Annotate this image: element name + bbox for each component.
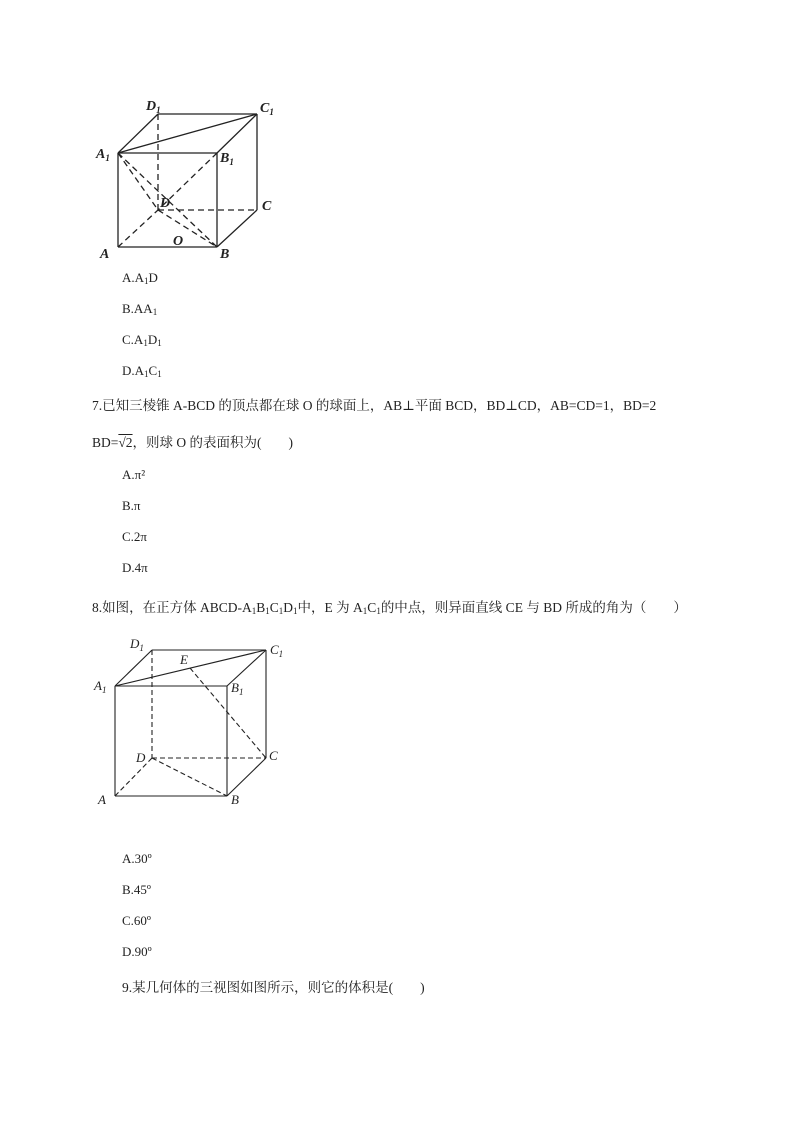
label-a1: $A_1$	[94, 678, 107, 695]
edge-db	[158, 210, 217, 247]
q7-option-c[interactable]: C.2π	[122, 529, 147, 544]
sqrt-two: √2	[118, 435, 133, 450]
q7-option-b[interactable]: B.π	[122, 498, 141, 513]
question-7-line-2: BD=√2，则球 O 的表面积为( )	[92, 435, 294, 450]
edge-bc	[217, 210, 257, 247]
label-c: C	[269, 748, 278, 763]
q7-option-a[interactable]: A.π²	[122, 467, 146, 482]
q7-option-d[interactable]: D.4π	[122, 560, 148, 575]
question-9: 9.某几何体的三视图如图所示，则它的体积是( )	[122, 980, 425, 995]
label-b1: $B_1$	[231, 680, 244, 697]
q8-option-c[interactable]: C.60º	[122, 913, 151, 928]
edge-a1d1	[115, 650, 152, 686]
label-c: C	[262, 199, 272, 214]
option-b[interactable]: $B.AA_1$	[122, 301, 158, 317]
label-d: D	[160, 196, 171, 211]
q8-option-b[interactable]: B.45º	[122, 882, 151, 897]
option-a[interactable]: $A.A_1D$	[122, 270, 158, 286]
label-e: E	[180, 652, 188, 667]
cube-figure-1	[90, 90, 290, 270]
edge-ad	[118, 210, 158, 247]
label-a: A	[98, 792, 106, 807]
label-a: A	[100, 247, 110, 262]
edge-a1d	[118, 153, 158, 210]
label-o: O	[173, 234, 184, 249]
edge-db	[152, 758, 227, 796]
label-c1: $C_1$	[260, 101, 274, 117]
option-c[interactable]: $C.A_1D_1$	[122, 332, 162, 348]
label-a1: $A_1$	[96, 147, 110, 163]
q8-option-a[interactable]: A.30º	[122, 851, 152, 866]
label-b: B	[220, 247, 230, 262]
edge-ad	[115, 758, 152, 796]
label-d1: $D_1$	[130, 636, 144, 653]
edge-bc	[227, 758, 266, 796]
option-d[interactable]: $D.A_1C_1$	[122, 363, 162, 379]
cube-figure-2	[90, 632, 310, 812]
edge-ec	[190, 668, 266, 758]
label-b: B	[231, 792, 239, 807]
question-8: 8.如图，在正方体 ABCD-$A_1B_1C_1D_1$中，E 为 $A_1C_1$的中点，则异面直线 CE 与 BD 所成的角为（ ）	[92, 600, 687, 616]
label-c1: $C_1$	[270, 642, 284, 659]
question-7-line-1: 7.已知三棱锥 A-BCD 的顶点都在球 O 的球面上，AB⊥平面 BCD，BD⊥CD，AB=CD=1，BD=2	[92, 398, 657, 413]
q8-option-d[interactable]: D.90º	[122, 944, 152, 959]
label-d: D	[136, 750, 146, 765]
label-d1: $D_1$	[146, 99, 161, 115]
label-b1: $B_1$	[220, 151, 234, 167]
